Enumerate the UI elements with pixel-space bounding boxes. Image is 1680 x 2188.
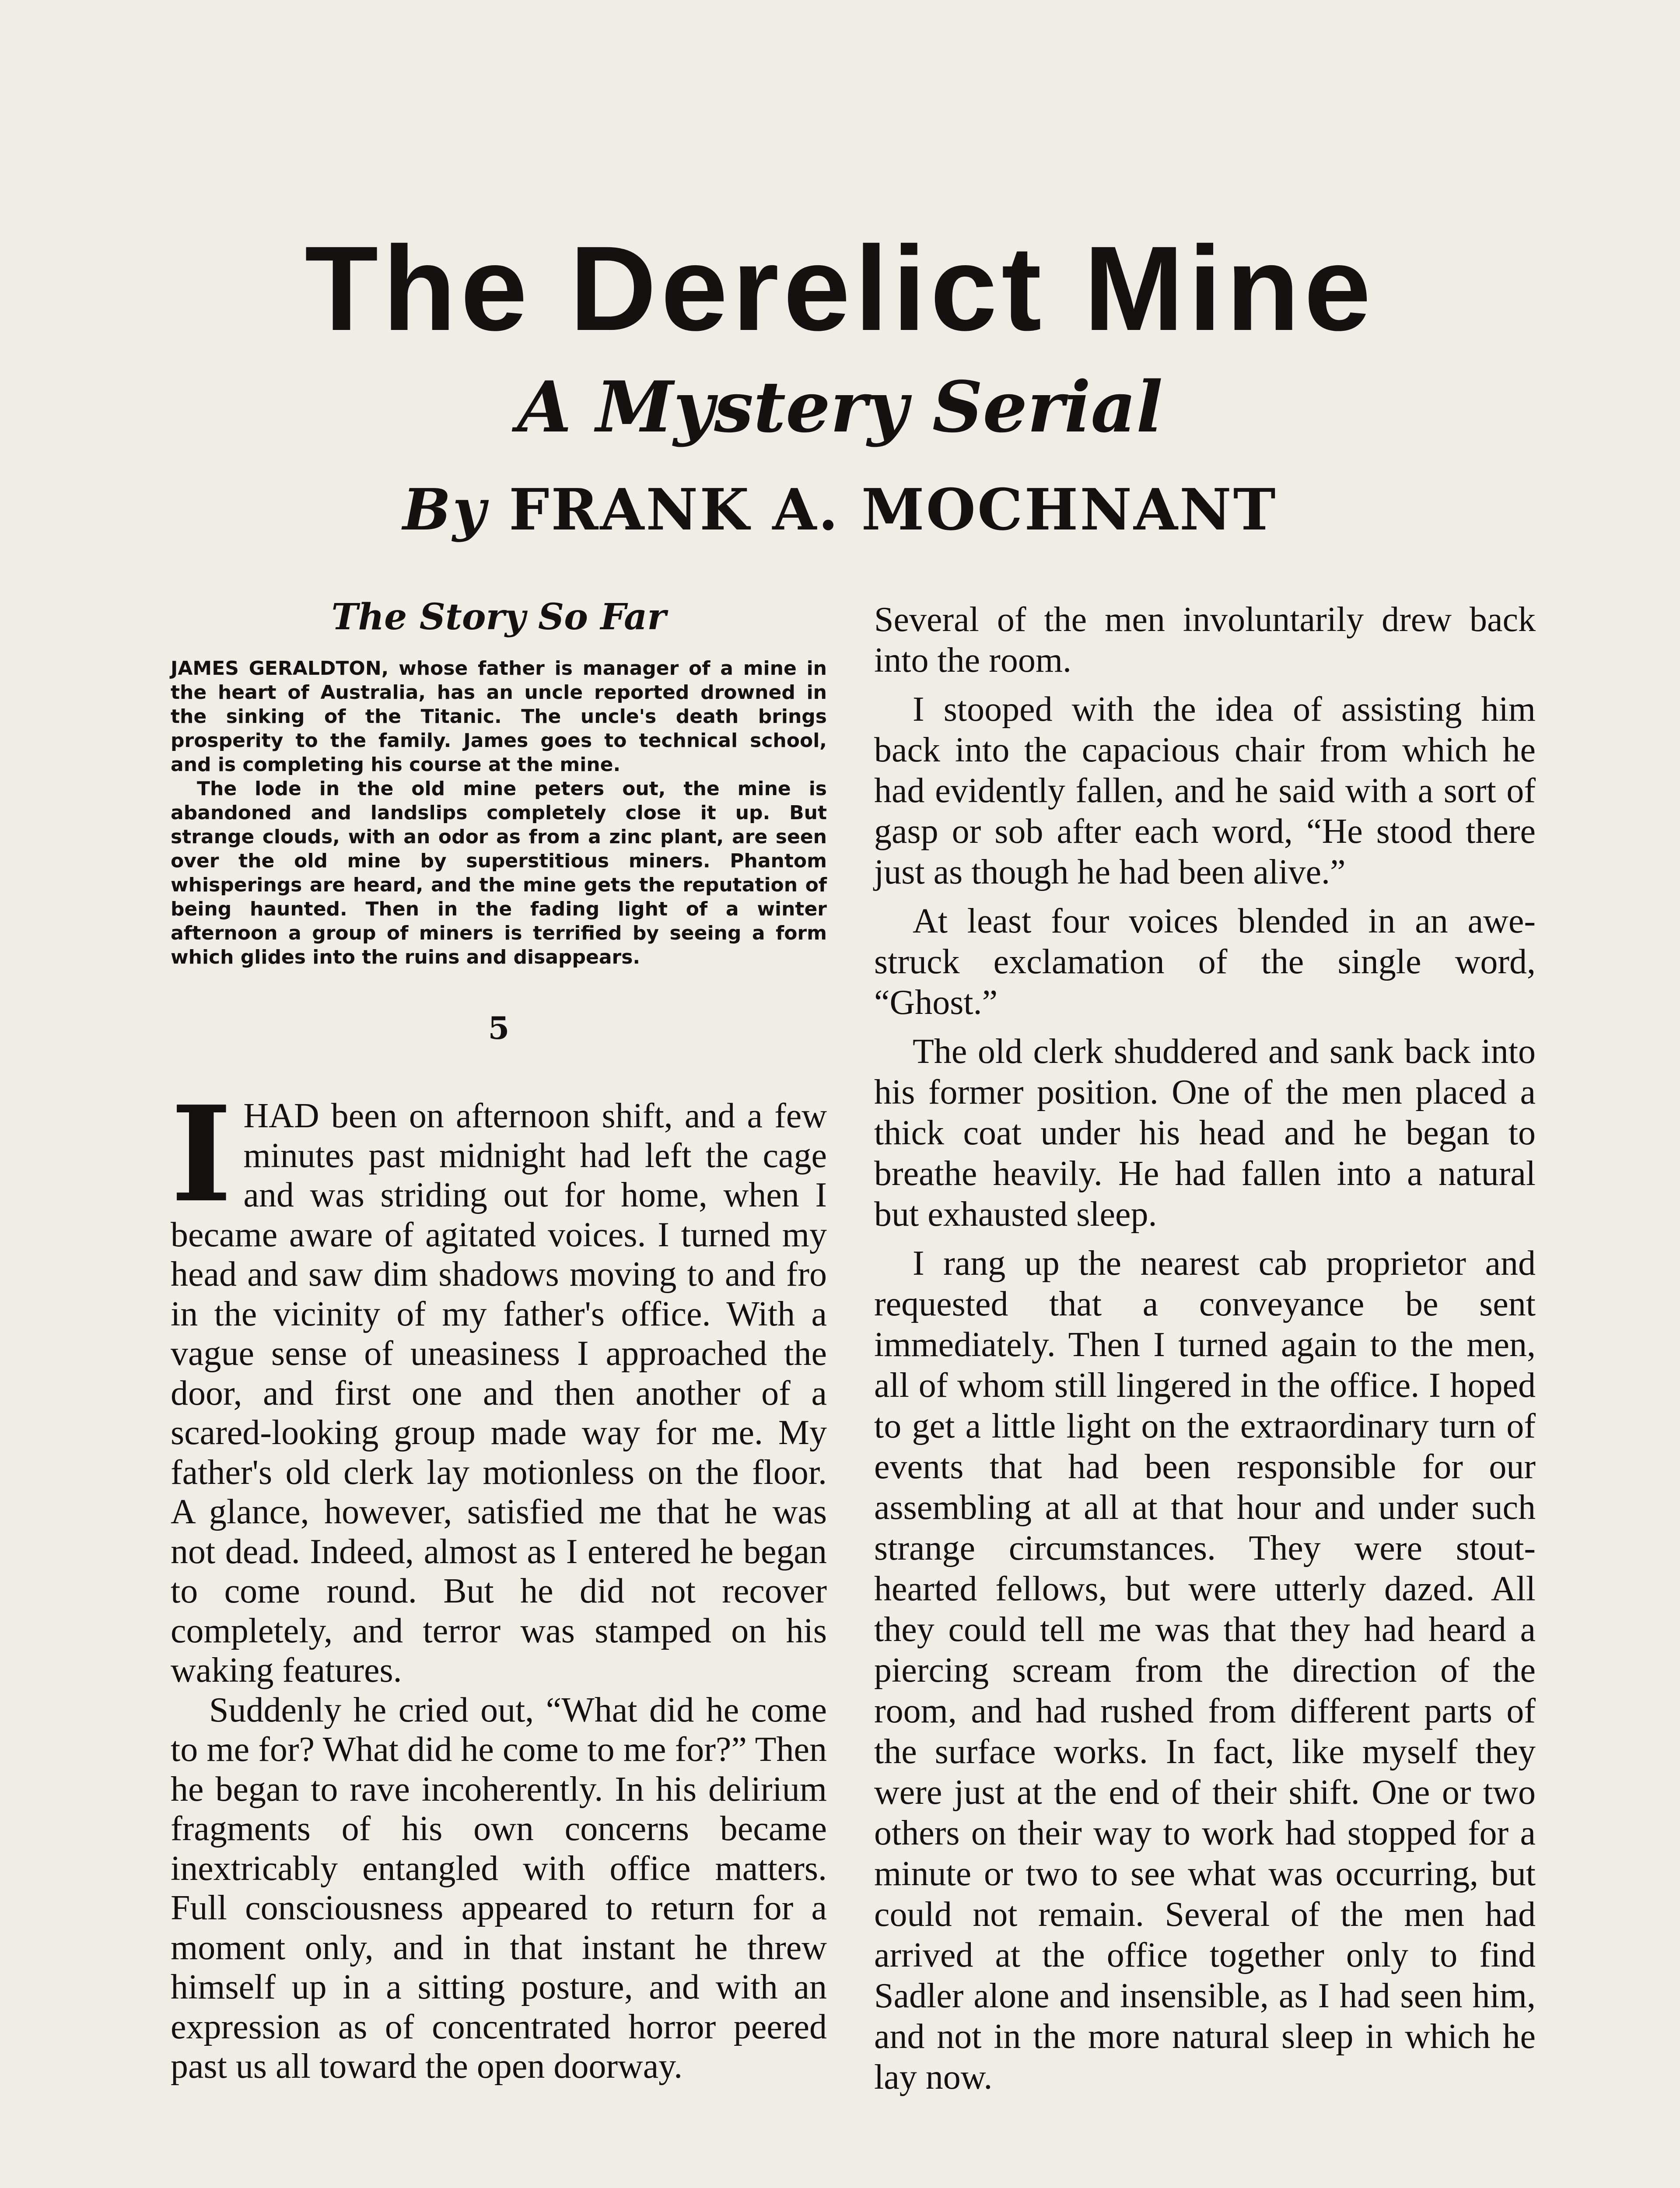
byline bbox=[0, 473, 1680, 547]
story-paragraph: The old clerk shuddered and sank back into his former position. One of the men placed a thick coat under his head and he began to breathe heavily. He had fallen into a natural but exhausted sleep. bbox=[874, 1032, 1536, 1234]
drop-cap: I bbox=[171, 1077, 232, 1231]
right-column bbox=[874, 600, 1536, 2106]
story-paragraph: I stooped with the idea of assisting him back into the capacious chair from which he had evidently fallen, and he said with a sort of gasp or sob after each word, “He stood there just as though he had been alive.” bbox=[874, 690, 1536, 891]
synopsis-heading: The Story So Far bbox=[331, 596, 666, 638]
synopsis bbox=[171, 656, 827, 969]
story-paragraph bbox=[171, 1077, 827, 1690]
story-title: The Derelict Mine bbox=[304, 221, 1376, 356]
story-paragraph: At least four voices blended in an awe-struck exclamation of the single word, “Ghost.” bbox=[874, 902, 1536, 1022]
story-subtitle: A Mystery Serial bbox=[517, 366, 1163, 448]
story-paragraph: Several of the men involuntarily drew back into the room. bbox=[874, 600, 1536, 680]
story-paragraph: Suddenly he cried out, “What did he come to me for? What did he come to me for?” Then he began to rave incoherently. In his delirium fragments of his own concerns became inextricably entangled with office matters. Full consciousness appeared to return for a moment only, and in that instant he threw himself up in a sitting posture, and with an expression as of concentrated horror peered past us all toward the open doorway. bbox=[171, 1690, 827, 2086]
author-name: FRANK A. MOCHNANT bbox=[509, 476, 1278, 543]
left-column bbox=[171, 595, 827, 2086]
synopsis-paragraph: The lode in the old mine peters out, the mine is abandoned and landslips completely close it up. But strange clouds, with an odor as from a zinc plant, are seen over the old mine by superstitious miners. Phantom whisperings are heard, and the mine gets the reputation of being haunted. Then in the fading light of a winter afternoon a group of miners is terrified by seeing a form which glides into the ruins and disappears. bbox=[171, 778, 827, 968]
story-body-left bbox=[171, 1077, 827, 2086]
synopsis-paragraph: JAMES GERALDTON, whose father is manager of a mine in the heart of Australia, has an uncle reported drowned in the sinking of the Titanic. The uncle's death brings prosperity to the family. James goes to technical school, and is completing his course at the mine. bbox=[171, 657, 827, 776]
story-paragraph: I rang up the nearest cab proprietor and requested that a conveyance be sent immediately. Then I turned again to the men, all of whom still lingered in the office. I hoped to get a little light on the extraordinary turn of events that had been responsible for our assembling at all at that hour and under such strange circumstances. They were stout-hearted fellows, but were utterly dazed. All they could tell me was that they had heard a piercing scream from the direction of the room, and had rushed from different parts of the surface works. In fact, like myself they were just at the end of their shift. One or two others on their way to work had stopped for a minute or two to see what was occurring, but could not remain. Several of the men had arrived at the office together only to find Sadler alone and insensible, as I had seen him, and not in the more natural sleep in which he lay now. bbox=[874, 1244, 1536, 2097]
section-number: 5 bbox=[488, 1010, 510, 1046]
byline-prefix: By bbox=[402, 476, 487, 543]
story-paragraph-text: HAD been on afternoon shift, and a few minutes past midnight had left the cage and was striding out for home, when I became aware of agitated voices. I turned my head and saw dim shadows moving to and fro in the vicinity of my father's office. With a vague sense of uneasiness I approached the door, and first one and then another of a scared-looking group made way for me. My father's old clerk lay motionless on the floor. A glance, however, satisfied me that he was not dead. Indeed, almost as I entered he began to come round. But he did not recover completely, and terror was stamped on his waking features. bbox=[171, 1097, 827, 1690]
